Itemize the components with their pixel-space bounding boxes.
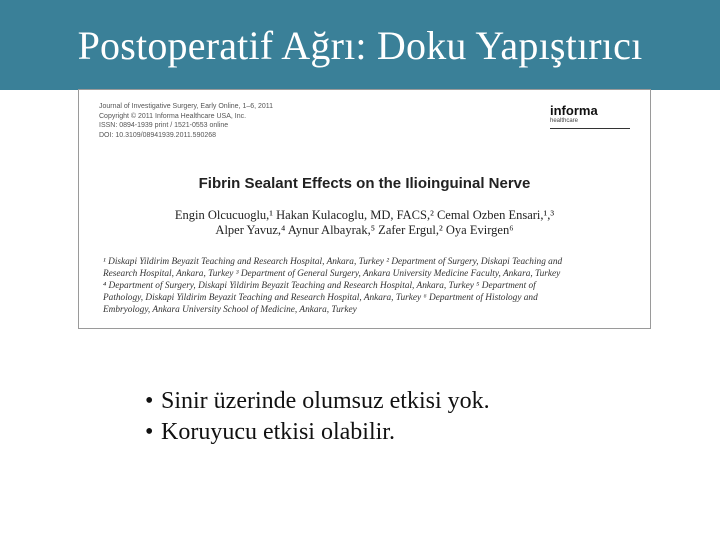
- bullet-symbol: •: [145, 419, 154, 445]
- authors-line: Engin Olcucuoglu,¹ Hakan Kulacoglu, MD, FACS,² Cemal Ozben Ensari,¹,³: [174, 208, 555, 222]
- journal-meta-line: Copyright © 2011 Informa Healthcare USA, Inc.: [99, 112, 247, 120]
- bullet-list: [145, 386, 490, 448]
- publisher-sub: healthcare: [550, 118, 579, 124]
- journal-meta-line: Journal of Investigative Surgery, Early Online, 1–6, 2011: [99, 103, 274, 110]
- journal-meta: [99, 102, 273, 140]
- slide-title: Postoperatif Ağrı: Doku Yapıştırıcı: [77, 22, 643, 68]
- affiliation-line: ⁴ Department of Surgery, Diskapi Yildirim Beyazit Teaching and Research Hospital, Ankara, Turkey ⁵ Department of: [103, 281, 536, 291]
- bullet-item: [145, 386, 490, 417]
- bullet-symbol: •: [145, 388, 154, 414]
- bullet-text: Koruyucu etkisi olabilir.: [161, 419, 395, 445]
- bullet-item: [145, 417, 490, 448]
- journal-meta-line: ISSN: 0894-1939 print / 1521-0553 online: [99, 122, 229, 129]
- affiliation-line: Embryology, Ankara University School of Medicine, Ankara, Turkey: [103, 305, 357, 315]
- affiliation-line: Research Hospital, Ankara, Turkey ³ Department of General Surgery, Ankara University Medicine Faculty, Ankara, Turkey: [103, 269, 561, 279]
- affiliation-line: Pathology, Diskapi Yildirim Beyazit Teaching and Research Hospital, Ankara, Turkey ⁶ Department of Histology and: [103, 293, 538, 303]
- bullet-text: Sinir üzerinde olumsuz etkisi yok.: [161, 388, 490, 414]
- publisher-name: informa: [550, 103, 598, 118]
- title-bar: [0, 0, 720, 90]
- paper-title: Fibrin Sealant Effects on the Ilioinguinal Nerve: [198, 175, 531, 192]
- paper-excerpt: [78, 89, 651, 329]
- authors-line: Alper Yavuz,⁴ Aynur Albayrak,⁵ Zafer Ergul,² Oya Evirgen⁶: [215, 223, 514, 237]
- paper-authors: [79, 208, 650, 238]
- journal-meta-line: DOI: 10.3109/08941939.2011.590268: [99, 131, 217, 139]
- affiliation-line: ¹ Diskapi Yildirim Beyazit Teaching and Research Hospital, Ankara, Turkey ² Department of Surgery, Diskapi Teaching and: [103, 257, 563, 267]
- paper-affiliations: [103, 256, 628, 316]
- publisher-logo: [550, 104, 630, 129]
